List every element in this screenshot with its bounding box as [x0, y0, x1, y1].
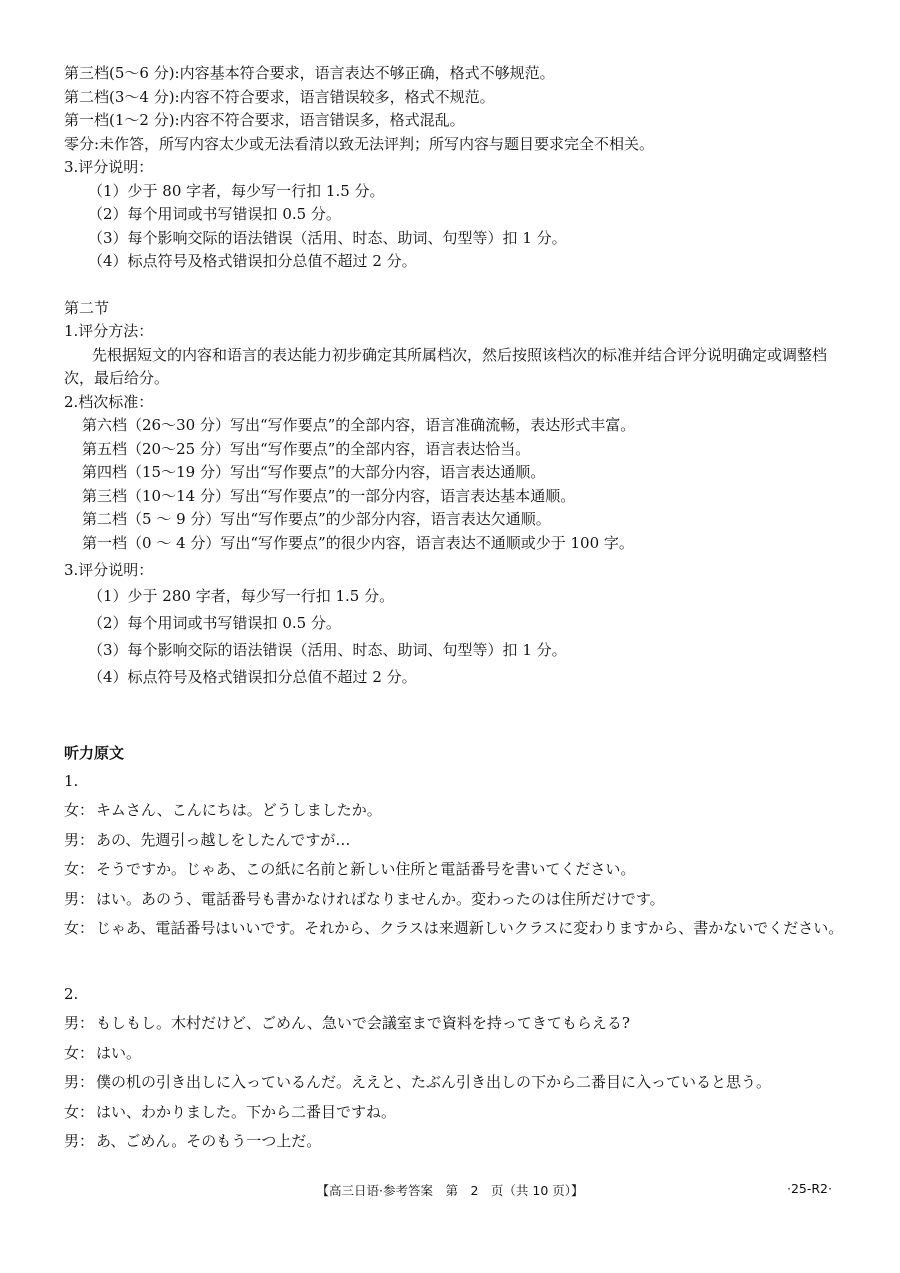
note-item: （1）少于 80 字者，每少写一行扣 1.5 分。 — [88, 181, 385, 200]
grade-line: 第一档（0 ～ 4 分）写出“写作要点”的很少内容，语言表达不通顺或少于 100 字。 — [82, 533, 634, 552]
speaker-label: 女： — [64, 919, 95, 937]
dialog-line — [64, 1098, 844, 1128]
grade-line: 第二档（5 ～ 9 分）写出“写作要点”的少部分内容，语言表达欠通顺。 — [82, 510, 551, 528]
speaker-label: 男： — [64, 1073, 95, 1091]
speaker-label: 女： — [64, 801, 95, 819]
dialog-text: 僕の机の引き出しに入っているんだ。ええと、たぶん引き出しの下から二番目に入っていると思う。 — [96, 1073, 772, 1091]
speaker-label: 男： — [64, 889, 95, 908]
dialog-line — [64, 1039, 844, 1069]
speaker-label: 男： — [64, 1132, 95, 1150]
dialog-text: あの、先週引っ越しをしたんですが… — [96, 830, 351, 849]
footer-page-info: 【高三日语·参考答案 第 2 页（共 10 页）】 — [316, 1183, 584, 1198]
method-text: 先根据短文的内容和语言的表达能力初步确定其所属档次，然后按照该档次的标准并结合评分说明确定或调整档次，最后给分。 — [64, 345, 828, 387]
page-footer — [0, 1181, 900, 1201]
speaker-label: 男： — [64, 830, 95, 849]
dialog-line — [64, 1127, 844, 1157]
dialog-number: 1. — [64, 771, 79, 790]
speaker-label: 女： — [64, 1102, 95, 1121]
dialog-2 — [64, 980, 844, 1157]
grade-line: 第三档(5～6 分):内容基本符合要求，语言表达不够正确，格式不够规范。 — [64, 64, 555, 82]
listening-title: 听力原文 — [64, 743, 125, 762]
note-item: （4）标点符号及格式错误扣分总值不超过 2 分。 — [88, 252, 417, 270]
grade-title: 2.档次标准： — [64, 392, 154, 411]
speaker-label: 女： — [64, 1043, 95, 1062]
note-item: （1）少于 280 字者，每少写一行扣 1.5 分。 — [88, 586, 395, 605]
dialog-text: キムさん、こんにちは。どうしましたか。 — [96, 801, 382, 819]
footer-code: ·25-R2· — [786, 1181, 832, 1196]
dialog-text: そうですか。じゃあ、この紙に名前と新しい住所と電話番号を書いてください。 — [96, 860, 636, 878]
dialog-line — [64, 1068, 844, 1098]
section-title: 第二节 — [64, 298, 110, 317]
document-page — [64, 62, 844, 1157]
note-item: （3）每个影响交际的语法错误（活用、时态、助词、句型等）扣 1 分。 — [88, 228, 567, 247]
note-item: （2）每个用词或书写错误扣 0.5 分。 — [88, 205, 341, 223]
note-item: （4）标点符号及格式错误扣分总值不超过 2 分。 — [88, 667, 417, 686]
dialog-number: 2. — [64, 984, 79, 1003]
method-title: 1.评分方法： — [64, 322, 154, 340]
grade-line: 第三档（10～14 分）写出“写作要点”的一部分内容，语言表达基本通顺。 — [82, 486, 576, 505]
grade-line: 第四档（15～19 分）写出“写作要点”的大部分内容，语言表达通顺。 — [82, 463, 546, 481]
dialog-line — [64, 826, 844, 856]
dialog-text: もしもし。木村だけど、ごめん、急いで会議室まで資料を持ってきてもらえる? — [96, 1014, 630, 1032]
notes-title: 3.评分说明： — [64, 561, 154, 579]
dialog-text: はい。あのう、電話番号も書かなければなりませんか。変わったのは住所だけです。 — [96, 889, 665, 908]
dialog-text: はい。 — [96, 1043, 142, 1062]
dialog-text: はい、わかりました。下から二番目ですね。 — [96, 1102, 397, 1121]
note-item: （2）每个用词或书写错误扣 0.5 分。 — [88, 613, 341, 632]
grade-line: 第五档（20～25 分）写出“写作要点”的全部内容，语言表达恰当。 — [82, 439, 531, 458]
grade-line: 第六档（26～30 分）写出“写作要点”的全部内容，语言准确流畅，表达形式丰富。 — [82, 416, 636, 434]
dialog-text: じゃあ、電話番号はいいです。それから、クラスは来週新しいクラスに変わりますから、書かないでください。 — [96, 919, 844, 937]
grade-line: 第一档(1～2 分):内容不符合要求，语言错误多，格式混乱。 — [64, 111, 465, 129]
grade-line: 零分:未作答，所写内容太少或无法看清以致无法评判；所写内容与题目要求完全不相关。 — [64, 134, 655, 153]
grade-line: 第二档(3～4 分):内容不符合要求，语言错误较多，格式不规范。 — [64, 87, 495, 106]
dialog-line — [64, 914, 844, 944]
note-item: （3）每个影响交际的语法错误（活用、时态、助词、句型等）扣 1 分。 — [88, 640, 567, 659]
speaker-label: 女： — [64, 860, 95, 878]
dialog-line — [64, 885, 844, 915]
dialog-text: あ、ごめん。そのもう一つ上だ。 — [96, 1132, 322, 1150]
dialog-1 — [64, 767, 844, 944]
notes-title: 3.评分说明： — [64, 158, 154, 176]
dialog-line — [64, 1009, 844, 1039]
dialog-line — [64, 796, 844, 826]
speaker-label: 男： — [64, 1014, 95, 1032]
dialog-line — [64, 855, 844, 885]
